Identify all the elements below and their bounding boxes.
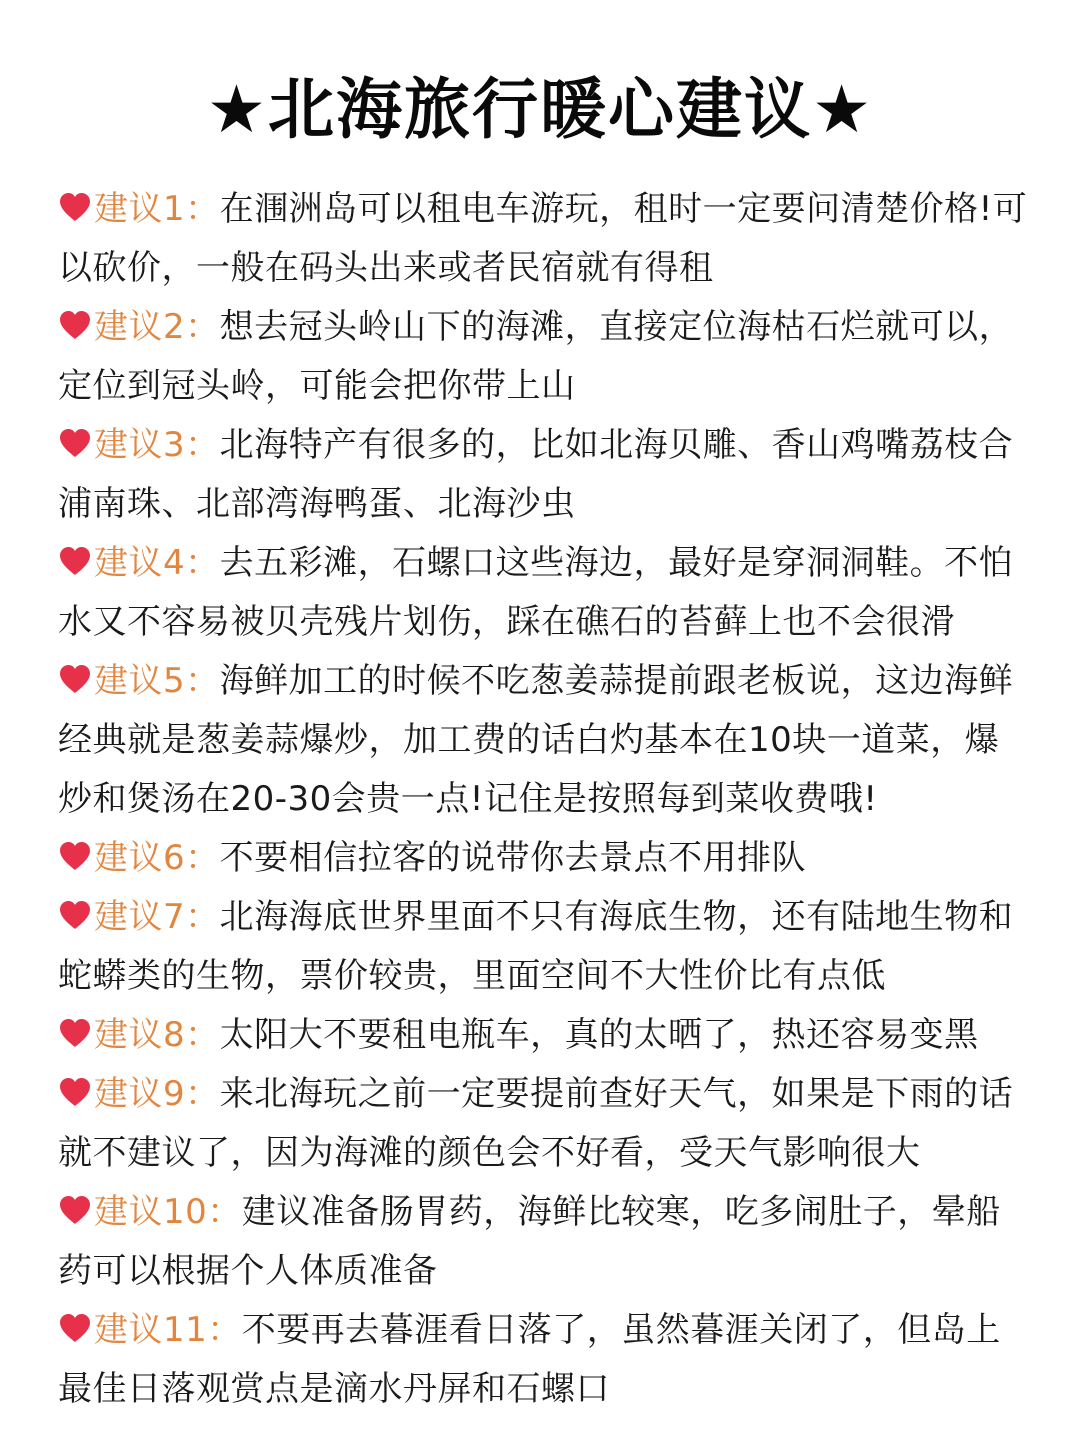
tips-list: [58, 180, 1030, 1419]
heart-icon: [58, 1194, 92, 1226]
tip-label: 建议4：: [94, 543, 220, 583]
tip-text: 建议准备肠胃药，海鲜比较寒，吃多闹肚子，晕船药可以根据个人体质准备: [58, 1192, 1001, 1291]
tip-item-6: [58, 829, 1030, 888]
tip-text: 海鲜加工的时候不吃葱姜蒜提前跟老板说，这边海鲜经典就是葱姜蒜爆炒，加工费的话白灼基本在10块一道菜，爆炒和煲汤在20-30会贵一点!记住是按照每到菜收费哦!: [58, 661, 1014, 819]
tip-item-10: [58, 1183, 1030, 1301]
heart-icon: [58, 663, 92, 695]
tip-item-7: [58, 888, 1030, 1006]
tip-item-8: [58, 1006, 1030, 1065]
tip-label: 建议3：: [94, 425, 220, 465]
tip-label: 建议5：: [94, 661, 220, 701]
tip-item-2: [58, 298, 1030, 416]
heart-icon: [58, 899, 92, 931]
tip-text: 在涠洲岛可以租电车游玩，租时一定要问清楚价格!可以砍价，一般在码头出来或者民宿就有得租: [58, 189, 1028, 288]
tip-label: 建议8：: [94, 1015, 220, 1055]
tip-label: 建议7：: [94, 897, 220, 937]
tip-text: 北海海底世界里面不只有海底生物，还有陆地生物和蛇蟒类的生物，票价较贵，里面空间不大性价比有点低: [58, 897, 1014, 996]
tip-label: 建议10：: [94, 1192, 242, 1232]
tip-text: 北海特产有很多的，比如北海贝雕、香山鸡嘴荔枝合浦南珠、北部湾海鸭蛋、北海沙虫: [58, 425, 1014, 524]
tip-label: 建议2：: [94, 307, 220, 347]
tip-item-4: [58, 534, 1030, 652]
heart-icon: [58, 545, 92, 577]
tip-item-9: [58, 1065, 1030, 1183]
tip-text: 不要相信拉客的说带你去景点不用排队: [219, 838, 807, 878]
tip-label: 建议11：: [94, 1310, 242, 1350]
tip-item-3: [58, 416, 1030, 534]
heart-icon: [58, 1312, 92, 1344]
tip-label: 建议1：: [94, 189, 220, 229]
tip-label: 建议6：: [94, 838, 220, 878]
tip-text: 去五彩滩，石螺口这些海边，最好是穿洞洞鞋。不怕水又不容易被贝壳残片划伤，踩在礁石的苔藓上也不会很滑: [58, 543, 1014, 642]
tip-item-5: [58, 652, 1030, 829]
tip-item-11: [58, 1301, 1030, 1419]
heart-icon: [58, 1076, 92, 1108]
tip-text: 来北海玩之前一定要提前查好天气，如果是下雨的话就不建议了，因为海滩的颜色会不好看，受天气影响很大: [58, 1074, 1014, 1173]
tip-item-1: [58, 180, 1030, 298]
tip-text: 不要再去暮涯看日落了，虽然暮涯关闭了，但岛上最佳日落观赏点是滴水丹屏和石螺口: [58, 1310, 1001, 1409]
heart-icon: [58, 309, 92, 341]
heart-icon: [58, 191, 92, 223]
heart-icon: [58, 840, 92, 872]
heart-icon: [58, 1017, 92, 1049]
tip-text: 太阳大不要租电瓶车，真的太晒了，热还容易变黑: [219, 1015, 979, 1055]
tip-label: 建议9：: [94, 1074, 220, 1114]
heart-icon: [58, 427, 92, 459]
page-title: ★北海旅行暖心建议★: [206, 71, 874, 148]
tip-text: 想去冠头岭山下的海滩，直接定位海枯石烂就可以，定位到冠头岭，可能会把你带上山: [58, 307, 1014, 406]
